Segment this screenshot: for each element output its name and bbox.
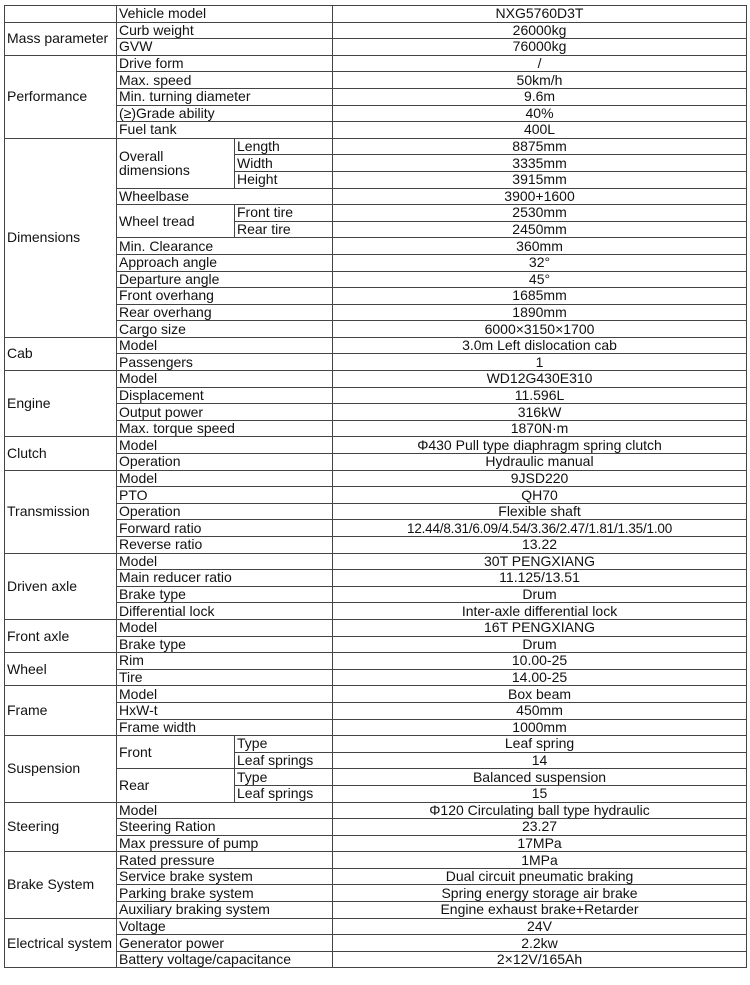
spec-row [5, 238, 747, 255]
group-label: Dimensions [5, 138, 117, 337]
spec-row [5, 636, 747, 653]
spec-row [5, 420, 747, 437]
parameter-value: 400L [333, 122, 747, 139]
parameter-label: Auxiliary braking system [117, 902, 333, 919]
parameter-label: Passengers [117, 354, 333, 371]
parameter-value: 2.2kw [333, 935, 747, 952]
spec-row [5, 520, 747, 537]
parameter-value: 9.6m [333, 88, 747, 105]
group-label: Engine [5, 371, 117, 437]
parameter-value: 3335mm [333, 155, 747, 172]
group-label: Brake System [5, 852, 117, 918]
parameter-value: 3900+1600 [333, 188, 747, 205]
parameter-value: 1MPa [333, 852, 747, 869]
parameter-value: Drum [333, 586, 747, 603]
group-label: Steering [5, 802, 117, 852]
group-label: Wheel [5, 653, 117, 686]
sub-parameter-label: Height [235, 171, 333, 188]
parameter-label: GVW [117, 39, 333, 56]
parameter-label: Battery voltage/capacitance [117, 951, 333, 968]
sub-parameter-label: Length [235, 138, 333, 155]
parameter-label: HxW-t [117, 702, 333, 719]
parameter-label: Differential lock [117, 603, 333, 620]
spec-row [5, 404, 747, 421]
parameter-label: Model [117, 337, 333, 354]
parameter-value: 11.125/13.51 [333, 570, 747, 587]
spec-row [5, 902, 747, 919]
spec-row [5, 122, 747, 139]
parameter-value: Engine exhaust brake+Retarder [333, 902, 747, 919]
parameter-label: Steering Ration [117, 819, 333, 836]
parameter-label: Model [117, 802, 333, 819]
parameter-value: Inter-axle differential lock [333, 603, 747, 620]
parameter-label: Min. Clearance [117, 238, 333, 255]
parameter-label: Output power [117, 404, 333, 421]
group-label: Electrical system [5, 918, 117, 968]
parameter-label: Generator power [117, 935, 333, 952]
parameter-value: 76000kg [333, 39, 747, 56]
parameter-label: Model [117, 470, 333, 487]
parameter-label: Model [117, 553, 333, 570]
spec-row [5, 304, 747, 321]
group-label [5, 6, 117, 23]
parameter-value: 23.27 [333, 819, 747, 836]
parameter-label: Tire [117, 669, 333, 686]
parameter-label: Wheelbase [117, 188, 333, 205]
sub-parameter-label: Rear tire [235, 221, 333, 238]
parameter-value: 3915mm [333, 171, 747, 188]
parameter-value: 1890mm [333, 304, 747, 321]
spec-row [5, 487, 747, 504]
parameter-label: Model [117, 371, 333, 388]
parameter-label: Drive form [117, 55, 333, 72]
spec-row [5, 288, 747, 305]
parameter-value: 50km/h [333, 72, 747, 89]
parameter-label: PTO [117, 487, 333, 504]
parameter-label: Brake type [117, 586, 333, 603]
group-label: Performance [5, 55, 117, 138]
parameter-value: 16T PENGXIANG [333, 619, 747, 636]
parameter-value: 17MPa [333, 835, 747, 852]
spec-row [5, 387, 747, 404]
spec-row [5, 503, 747, 520]
sub-parameter-label: Type [235, 769, 333, 786]
spec-row [5, 852, 747, 869]
parameter-label: Service brake system [117, 868, 333, 885]
spec-row [5, 39, 747, 56]
spec-row [5, 470, 747, 487]
spec-row [5, 138, 747, 155]
spec-row [5, 553, 747, 570]
parameter-label: Overall dimensions [117, 138, 235, 188]
parameter-value: 15 [333, 785, 747, 802]
parameter-value: 9JSD220 [333, 470, 747, 487]
spec-row [5, 918, 747, 935]
spec-row [5, 55, 747, 72]
parameter-value: Leaf spring [333, 736, 747, 753]
parameter-label: Main reducer ratio [117, 570, 333, 587]
parameter-label: Parking brake system [117, 885, 333, 902]
parameter-label: Min. turning diameter [117, 88, 333, 105]
spec-row [5, 88, 747, 105]
parameter-value: 32° [333, 254, 747, 271]
parameter-label: Brake type [117, 636, 333, 653]
parameter-label: Operation [117, 454, 333, 471]
spec-row [5, 935, 747, 952]
spec-row [5, 254, 747, 271]
spec-row [5, 686, 747, 703]
parameter-value: Φ120 Circulating ball type hydraulic [333, 802, 747, 819]
spec-row [5, 951, 747, 968]
parameter-label: (≥)Grade ability [117, 105, 333, 122]
parameter-label: Max. speed [117, 72, 333, 89]
spec-row [5, 454, 747, 471]
parameter-value: Flexible shaft [333, 503, 747, 520]
parameter-label: Cargo size [117, 321, 333, 338]
spec-row [5, 6, 747, 23]
parameter-value: 26000kg [333, 22, 747, 39]
parameter-label: Model [117, 686, 333, 703]
parameter-value: 2450mm [333, 221, 747, 238]
parameter-label: Front [117, 736, 235, 769]
parameter-value: 2×12V/165Ah [333, 951, 747, 968]
parameter-value: Balanced suspension [333, 769, 747, 786]
spec-row [5, 437, 747, 454]
parameter-value: 1000mm [333, 719, 747, 736]
parameter-label: Approach angle [117, 254, 333, 271]
group-label: Frame [5, 686, 117, 736]
parameter-label: Forward ratio [117, 520, 333, 537]
parameter-label: Rated pressure [117, 852, 333, 869]
parameter-value: 24V [333, 918, 747, 935]
spec-row [5, 271, 747, 288]
parameter-label: Fuel tank [117, 122, 333, 139]
parameter-value: 1870N·m [333, 420, 747, 437]
parameter-value: 30T PENGXIANG [333, 553, 747, 570]
parameter-value: QH70 [333, 487, 747, 504]
spec-row [5, 619, 747, 636]
spec-row [5, 603, 747, 620]
parameter-value: 3.0m Left dislocation cab [333, 337, 747, 354]
group-label: Mass parameter [5, 22, 117, 55]
parameter-value: 40% [333, 105, 747, 122]
parameter-value: 13.22 [333, 537, 747, 554]
parameter-value: 6000×3150×1700 [333, 321, 747, 338]
parameter-label: Rim [117, 653, 333, 670]
parameter-label: Curb weight [117, 22, 333, 39]
spec-row [5, 205, 747, 222]
spec-row [5, 669, 747, 686]
parameter-label: Voltage [117, 918, 333, 935]
parameter-label: Rear overhang [117, 304, 333, 321]
parameter-label: Wheel tread [117, 205, 235, 238]
spec-row [5, 868, 747, 885]
sub-parameter-label: Leaf springs [235, 785, 333, 802]
parameter-label: Departure angle [117, 271, 333, 288]
spec-row [5, 371, 747, 388]
sub-parameter-label: Leaf springs [235, 752, 333, 769]
parameter-value: 11.596L [333, 387, 747, 404]
parameter-value: 1 [333, 354, 747, 371]
spec-row [5, 736, 747, 753]
spec-row [5, 653, 747, 670]
parameter-value: Spring energy storage air brake [333, 885, 747, 902]
spec-row [5, 885, 747, 902]
spec-table [4, 5, 747, 968]
group-label: Suspension [5, 736, 117, 802]
parameter-value: Hydraulic manual [333, 454, 747, 471]
spec-row [5, 819, 747, 836]
parameter-value: Drum [333, 636, 747, 653]
spec-row [5, 835, 747, 852]
group-label: Driven axle [5, 553, 117, 619]
spec-row [5, 321, 747, 338]
parameter-value: / [333, 55, 747, 72]
parameter-value: Φ430 Pull type diaphragm spring clutch [333, 437, 747, 454]
parameter-value: 10.00-25 [333, 653, 747, 670]
parameter-value: 45° [333, 271, 747, 288]
parameter-value: WD12G430E310 [333, 371, 747, 388]
parameter-label: Max. torque speed [117, 420, 333, 437]
spec-row [5, 570, 747, 587]
parameter-label: Frame width [117, 719, 333, 736]
parameter-value: 14.00-25 [333, 669, 747, 686]
spec-row [5, 72, 747, 89]
parameter-value: Dual circuit pneumatic braking [333, 868, 747, 885]
parameter-value: 2530mm [333, 205, 747, 222]
parameter-label: Front overhang [117, 288, 333, 305]
sub-parameter-label: Width [235, 155, 333, 172]
parameter-value: 450mm [333, 702, 747, 719]
spec-row [5, 354, 747, 371]
parameter-label: Displacement [117, 387, 333, 404]
spec-row [5, 337, 747, 354]
parameter-label: Model [117, 437, 333, 454]
spec-row [5, 22, 747, 39]
parameter-value: 316kW [333, 404, 747, 421]
parameter-label: Model [117, 619, 333, 636]
spec-row [5, 719, 747, 736]
group-label: Front axle [5, 619, 117, 652]
spec-row [5, 802, 747, 819]
spec-row [5, 586, 747, 603]
sub-parameter-label: Front tire [235, 205, 333, 222]
parameter-value: NXG5760D3T [333, 6, 747, 23]
group-label: Transmission [5, 470, 117, 553]
spec-row [5, 105, 747, 122]
spec-row [5, 537, 747, 554]
spec-row [5, 188, 747, 205]
parameter-label: Max pressure of pump [117, 835, 333, 852]
group-label: Clutch [5, 437, 117, 470]
spec-row [5, 769, 747, 786]
parameter-value: 8875mm [333, 138, 747, 155]
parameter-label: Vehicle model [117, 6, 333, 23]
spec-row [5, 702, 747, 719]
parameter-label: Operation [117, 503, 333, 520]
spec-table-body [5, 6, 747, 968]
parameter-label: Rear [117, 769, 235, 802]
parameter-value: 360mm [333, 238, 747, 255]
parameter-value: 14 [333, 752, 747, 769]
parameter-value: 1685mm [333, 288, 747, 305]
parameter-value: 12.44/8.31/6.09/4.54/3.36/2.47/1.81/1.35/1.00 [333, 520, 747, 537]
group-label: Cab [5, 337, 117, 370]
parameter-value: Box beam [333, 686, 747, 703]
parameter-label: Reverse ratio [117, 537, 333, 554]
sub-parameter-label: Type [235, 736, 333, 753]
